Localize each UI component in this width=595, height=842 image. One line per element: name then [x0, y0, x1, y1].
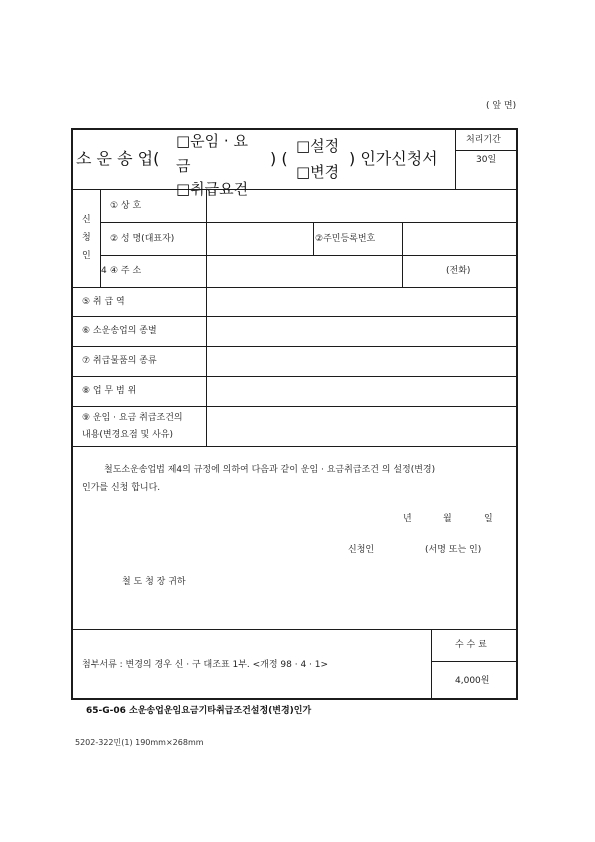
address-prefix: 4	[101, 266, 107, 276]
business-type-field[interactable]	[208, 318, 516, 345]
date-day: 일	[484, 514, 493, 524]
date-month: 월	[443, 514, 452, 524]
processing-period-value: 30일	[476, 155, 497, 165]
conditions-content-field[interactable]	[208, 408, 516, 445]
business-scope-field[interactable]	[208, 378, 516, 405]
signature-placeholder: (서명 또는 인)	[425, 545, 482, 555]
date-year: 년	[403, 514, 412, 524]
goods-type-label: ⑦ 취급물품의 종류	[82, 356, 157, 366]
title-paren: ) (	[270, 149, 288, 168]
addressee: 철 도 청 장 귀하	[122, 577, 186, 587]
title-option-conditions: □취급요건	[176, 180, 249, 198]
fee-label: 수 수 료	[455, 640, 487, 650]
conditions-content-label: ⑨ 운임 · 요금 취급조건의	[82, 413, 183, 423]
business-type-label: ⑥ 소운송업의 종별	[82, 326, 157, 336]
handling-station-field[interactable]	[208, 289, 516, 315]
goods-type-field[interactable]	[208, 348, 516, 375]
processing-period-label: 처리기간	[466, 135, 501, 145]
application-statement: 철도소운송업법 제4의 규정에 의하여 다음과 같이 운임 · 요금취급조건 의 설정(변경)	[104, 465, 436, 475]
attachments-note: 첨부서류 : 변경의 경우 신 · 구 대조표 1부. <개정 98 · 4 · 1>	[82, 660, 329, 670]
application-statement-cont: 인가를 신청 합니다.	[82, 483, 161, 493]
handling-station-label: ⑤ 취 급 역	[82, 297, 125, 307]
representative-name-label: ② 성 명(대표자)	[110, 234, 175, 244]
business-scope-label: ⑧ 업 무 범 위	[82, 386, 137, 396]
title-right: ) 인가신청서	[349, 149, 438, 168]
conditions-content-label-cont: 내용(변경요점 및 사유)	[82, 430, 173, 440]
form-code: 5202-322민(1) 190mm×268mm	[75, 738, 204, 747]
trade-name-field[interactable]	[208, 191, 516, 221]
title-option-fare-cont: 금	[176, 157, 191, 175]
title-option-change: □변경	[296, 163, 340, 181]
representative-name-field[interactable]	[208, 224, 312, 254]
address-field[interactable]	[208, 257, 401, 286]
title-option-establish: □설정	[296, 137, 340, 155]
title-left: 소 운 송 업(	[76, 149, 160, 168]
applicant-signature-label: 신청인	[348, 545, 375, 555]
title-option-fare: □운임 · 요	[176, 132, 248, 150]
page-side-label: ( 앞 면)	[486, 101, 517, 111]
address-label: ④ 주 소	[110, 266, 142, 276]
trade-name-label: ① 상 호	[110, 201, 142, 211]
phone-label: (전화)	[446, 266, 471, 276]
resident-number-label: ②주민등록번호	[315, 234, 376, 244]
resident-number-field[interactable]	[404, 224, 516, 254]
fee-amount: 4,000원	[455, 676, 490, 686]
form-caption: 65-G-06 소운송업운임요금기타취급조건설정(변경)인가	[86, 706, 312, 716]
